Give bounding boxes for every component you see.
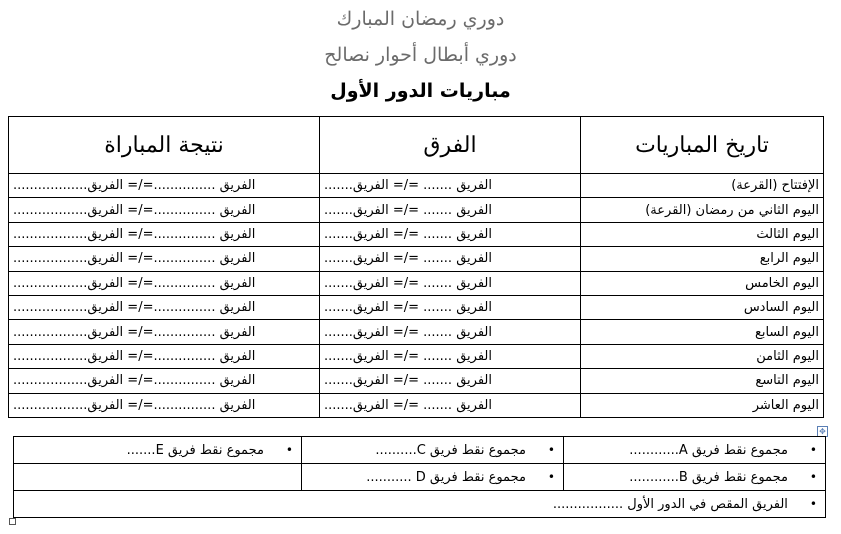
bullet: • (547, 469, 555, 484)
match-result: الفريق ...............=/= الفريق.................. (9, 320, 320, 344)
match-result: الفريق ...............=/= الفريق.................. (9, 222, 320, 246)
table-row (9, 198, 824, 222)
match-result: الفريق ...............=/= الفريق.................. (9, 271, 320, 295)
matches-body (9, 174, 824, 418)
match-day: اليوم التاسع (581, 369, 824, 393)
matches-table (8, 116, 824, 418)
bullet: • (809, 496, 817, 511)
bullet: • (809, 442, 817, 457)
points-row (14, 437, 826, 464)
match-teams: الفريق ....... =/= الفريق....... (320, 393, 581, 417)
table-row (9, 320, 824, 344)
match-day: اليوم الثاني من رمضان (القرعة) (581, 198, 824, 222)
header-teams: الفرق (320, 117, 581, 174)
match-day: اليوم الخامس (581, 271, 824, 295)
points-empty-cell (14, 464, 302, 491)
match-teams: الفريق ....... =/= الفريق....... (320, 295, 581, 319)
round-title: مباريات الدور الأول (330, 80, 511, 102)
points-d-cell (302, 464, 564, 491)
match-day: اليوم الثامن (581, 344, 824, 368)
resize-handle[interactable] (9, 518, 16, 525)
match-result: الفريق ...............=/= الفريق.................. (9, 198, 320, 222)
match-day: اليوم الثالث (581, 222, 824, 246)
points-team-d: مجموع نقط فريق D ........... (366, 469, 526, 485)
table-row (9, 222, 824, 246)
table-row (9, 247, 824, 271)
match-day: اليوم السابع (581, 320, 824, 344)
points-row (14, 464, 826, 491)
header-row (9, 117, 824, 174)
points-e-cell (14, 437, 302, 464)
points-team-b: مجموع نقط فريق B............ (629, 469, 788, 485)
header-result: نتيجة المباراة (9, 117, 320, 174)
header-dates: تاريخ المباريات (581, 117, 824, 174)
match-result: الفريق ...............=/= الفريق.................. (9, 247, 320, 271)
match-teams: الفريق ....... =/= الفريق....... (320, 320, 581, 344)
points-c-cell (302, 437, 564, 464)
match-teams: الفريق ....... =/= الفريق....... (320, 369, 581, 393)
move-icon[interactable]: ✥ (817, 426, 828, 437)
match-teams: الفريق ....... =/= الفريق....... (320, 344, 581, 368)
league-title: دوري رمضان المبارك (336, 8, 505, 30)
match-day: الإفتتاح (القرعة) (581, 174, 824, 198)
points-team-e: مجموع نقط فريق E....... (126, 442, 264, 458)
match-day: اليوم السادس (581, 295, 824, 319)
bullet: • (547, 442, 555, 457)
points-a-cell (564, 437, 826, 464)
match-teams: الفريق ....... =/= الفريق....... (320, 198, 581, 222)
match-teams: الفريق ....... =/= الفريق....... (320, 222, 581, 246)
league-subtitle: دوري أبطال أحوار نصالح (324, 44, 517, 66)
match-teams: الفريق ....... =/= الفريق....... (320, 174, 581, 198)
table-row (9, 174, 824, 198)
table-row (9, 271, 824, 295)
match-result: الفريق ...............=/= الفريق.................. (9, 295, 320, 319)
points-row (14, 491, 826, 518)
bullet: • (285, 442, 293, 457)
points-team-a: مجموع نقط فريق A............ (629, 442, 788, 458)
table-row (9, 295, 824, 319)
points-b-cell (564, 464, 826, 491)
match-result: الفريق ...............=/= الفريق.................. (9, 369, 320, 393)
table-row (9, 369, 824, 393)
eliminated-team: الفريق المقص في الدور الأول ................. (552, 496, 788, 512)
points-team-c: مجموع نقط فريق C.......... (375, 442, 526, 458)
match-result: الفريق ...............=/= الفريق.................. (9, 393, 320, 417)
match-day: اليوم الرابع (581, 247, 824, 271)
match-result: الفريق ...............=/= الفريق.................. (9, 174, 320, 198)
table-row (9, 344, 824, 368)
table-row (9, 393, 824, 417)
match-day: اليوم العاشر (581, 393, 824, 417)
eliminated-cell (14, 491, 826, 518)
match-teams: الفريق ....... =/= الفريق....... (320, 271, 581, 295)
match-teams: الفريق ....... =/= الفريق....... (320, 247, 581, 271)
match-result: الفريق ...............=/= الفريق.................. (9, 344, 320, 368)
bullet: • (809, 469, 817, 484)
points-table (13, 436, 826, 518)
